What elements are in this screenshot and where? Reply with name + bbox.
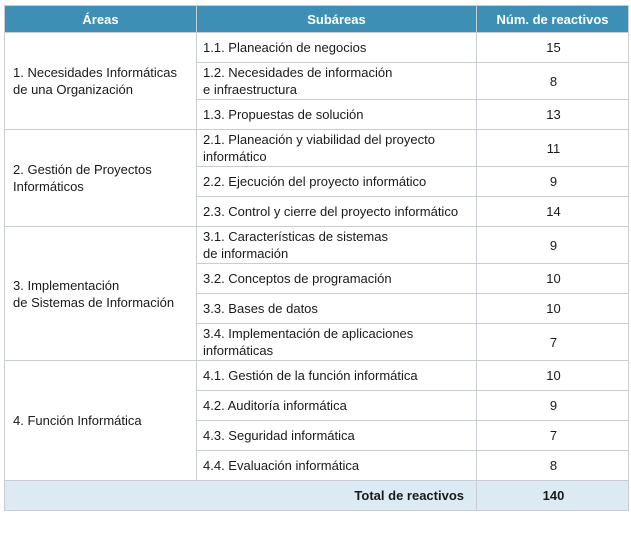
subarea-label: 2.2. Ejecución del proyecto informático: [203, 174, 427, 189]
subarea-cell: [197, 63, 477, 100]
subarea-cell: [197, 130, 477, 167]
num-reactivos-cell: 8: [477, 451, 629, 481]
area-label: 4. Función Informática: [13, 413, 142, 428]
num-reactivos-cell: 9: [477, 167, 629, 197]
num-reactivos-cell: 9: [477, 391, 629, 421]
total-row: [5, 481, 629, 511]
area-cell: [5, 130, 197, 227]
subarea-cell: [197, 227, 477, 264]
subarea-label: de información: [203, 246, 289, 261]
subarea-cell: [197, 361, 477, 391]
area-label: 1. Necesidades Informáticas: [13, 65, 178, 80]
header-areas: Áreas: [5, 6, 197, 33]
subarea-cell: [197, 167, 477, 197]
subarea-label: informático: [203, 149, 267, 164]
num-reactivos-cell: 10: [477, 294, 629, 324]
subarea-label: 3.3. Bases de datos: [203, 301, 318, 316]
subarea-label: 4.1. Gestión de la función informática: [203, 368, 418, 383]
area-label: 3. Implementación: [13, 277, 120, 293]
area-cell: [5, 33, 197, 130]
subarea-label: 4.2. Auditoría informática: [203, 398, 347, 413]
subarea-label: informáticas: [203, 343, 274, 358]
num-reactivos-cell: 9: [477, 227, 629, 264]
subarea-cell: [197, 264, 477, 294]
subarea-cell: [197, 33, 477, 63]
subarea-label: 3.4. Implementación de aplicaciones: [203, 326, 414, 341]
area-label: 2. Gestión de Proyectos: [13, 162, 152, 177]
num-reactivos-cell: 11: [477, 130, 629, 167]
num-reactivos-cell: 13: [477, 100, 629, 130]
num-reactivos-cell: 10: [477, 361, 629, 391]
subarea-label: 3.1. Características de sistemas: [203, 229, 388, 244]
subarea-cell: [197, 324, 477, 361]
subarea-cell: [197, 100, 477, 130]
subarea-label: 2.1. Planeación y viabilidad del proyecto: [203, 132, 435, 147]
area-label: de Sistemas de Información: [13, 294, 175, 310]
table-row: [5, 130, 629, 167]
area-label: Informáticos: [13, 179, 84, 194]
table-header-row: [5, 6, 629, 33]
num-reactivos-cell: 7: [477, 324, 629, 361]
header-subareas: Subáreas: [197, 6, 477, 33]
num-reactivos-cell: 10: [477, 264, 629, 294]
num-reactivos-cell: 14: [477, 197, 629, 227]
area-cell: [5, 227, 197, 361]
subarea-label: 4.3. Seguridad informática: [203, 428, 355, 443]
subarea-label: 1.2. Necesidades de información: [203, 65, 393, 80]
subarea-cell: [197, 294, 477, 324]
subarea-cell: [197, 451, 477, 481]
subarea-cell: [197, 391, 477, 421]
subarea-label: e infraestructura: [203, 82, 297, 97]
subarea-cell: [197, 421, 477, 451]
total-value: 140: [477, 481, 629, 511]
subarea-cell: [197, 197, 477, 227]
area-label: de una Organización: [13, 82, 133, 97]
table-row: [5, 361, 629, 391]
table-body: [5, 33, 629, 481]
subarea-label: 3.2. Conceptos de programación: [203, 271, 392, 286]
subarea-label: 1.3. Propuestas de solución: [203, 107, 364, 122]
table-row: [5, 227, 629, 264]
total-label: Total de reactivos: [5, 481, 477, 511]
subarea-label: 4.4. Evaluación informática: [203, 458, 360, 473]
num-reactivos-cell: 7: [477, 421, 629, 451]
area-cell: [5, 361, 197, 481]
reactivos-table: [4, 5, 629, 511]
table-row: [5, 33, 629, 63]
subarea-label: 1.1. Planeación de negocios: [203, 40, 367, 55]
num-reactivos-cell: 8: [477, 63, 629, 100]
num-reactivos-cell: 15: [477, 33, 629, 63]
header-num-reactivos: Núm. de reactivos: [477, 6, 629, 33]
subarea-label: 2.3. Control y cierre del proyecto informático: [203, 204, 459, 219]
